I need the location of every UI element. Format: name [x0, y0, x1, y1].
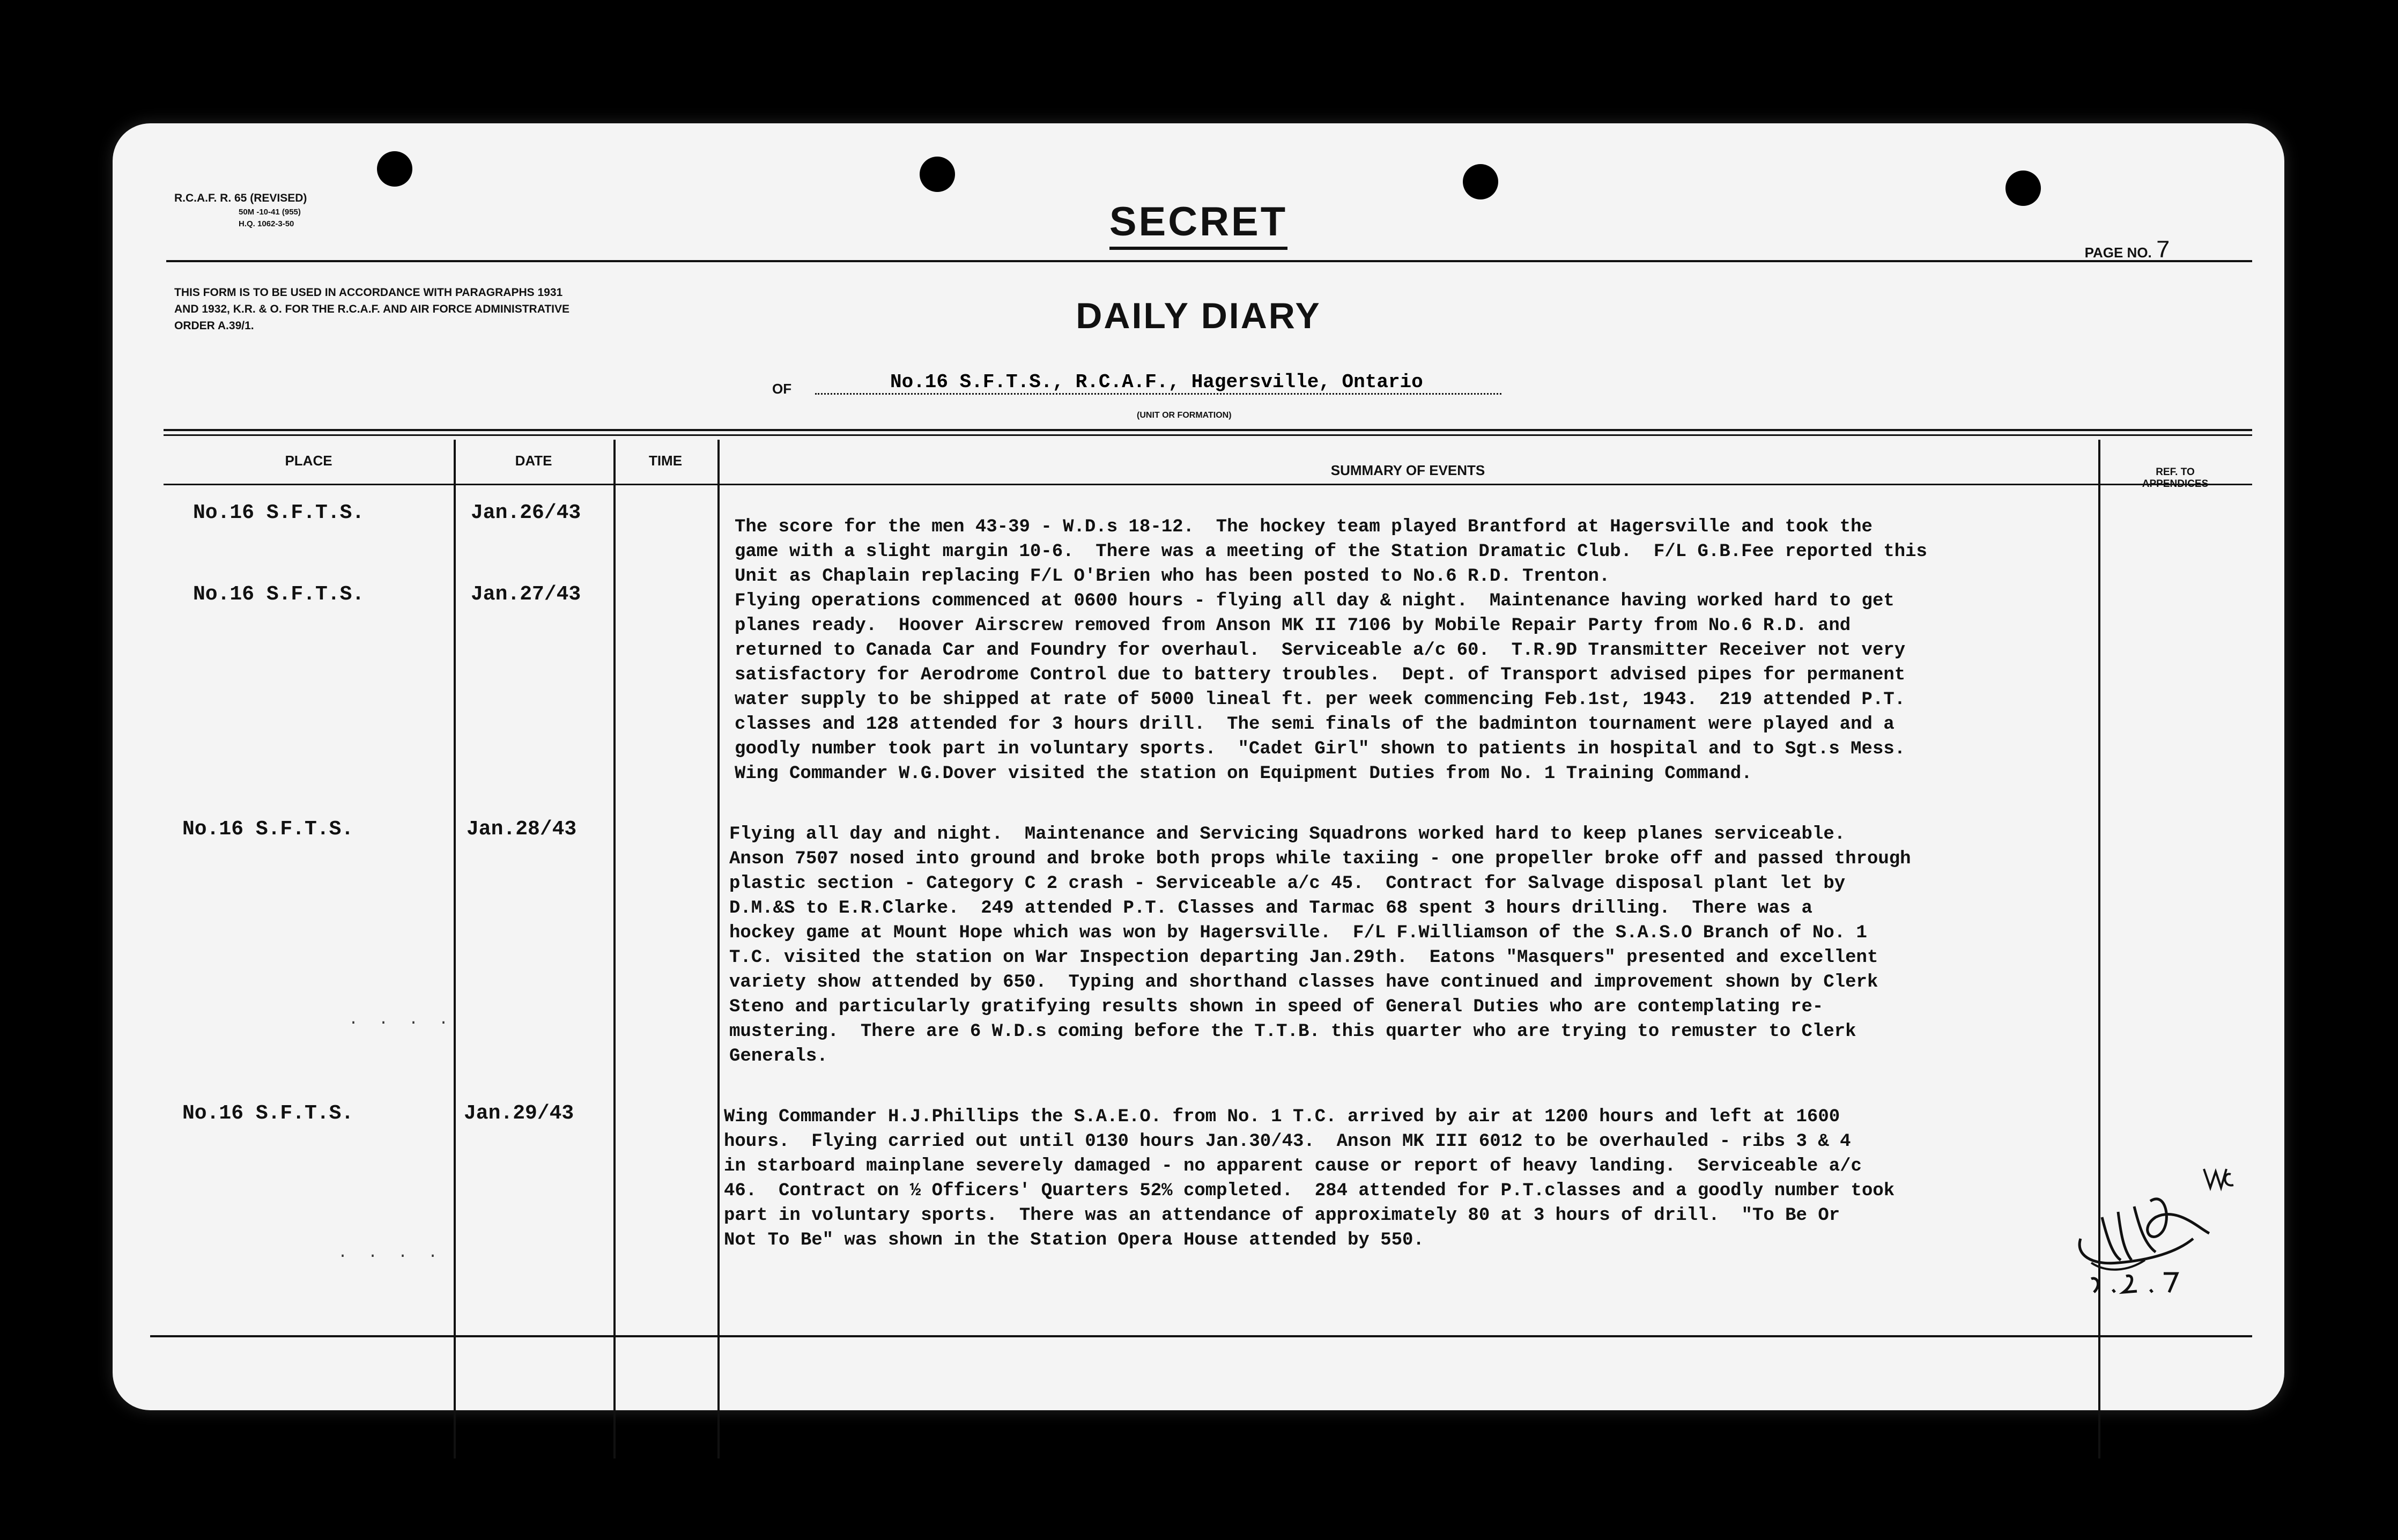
page-number-value: 7	[2156, 241, 2231, 262]
column-header-time: TIME	[648, 453, 683, 469]
entry-date: Jan.29/43	[464, 1102, 574, 1125]
entry-date: Jan.27/43	[471, 583, 581, 606]
form-hq-code: H.Q. 1062-3-50	[239, 219, 294, 228]
column-header-summary: SUMMARY OF EVENTS	[1330, 462, 1485, 478]
unit-caption: (UNIT OR FORMATION)	[1137, 411, 1232, 420]
form-instructions: THIS FORM IS TO BE USED IN ACCORDANCE WITH PARAGRAPHS 1931 AND 1932, K.R. & O. FOR THE R.C.A.F. AND AIR FORCE ADMINISTRATIVE ORDER A.39/1.	[174, 286, 569, 332]
page-number-field	[2084, 237, 2231, 265]
entry-summary: Flying operations commenced at 0600 hours - flying all day & night. Maintenance having worked hard to get planes ready. Hoover Airscrew removed from Anson MK II 7106 by Mobile Repair Party from No.6 R.D. and returned to Canada Car and Foundry for overhaul. Serviceable a/c 60. T.R.9D Transmitter Receiver not very satisfactory for Aerodrome Control due to battery troubles. Dept. of Transport advised pipes for permanent water supply to be shipped at rate of 5000 lineal ft. per week commencing Feb.1st, 1943. 219 attended P.T. classes and 128 attended for 3 hours drill. The semi finals of the badminton tournament were played and a goodly number took part in voluntary sports. "Cadet Girl" shown to patients in hospital and to Sgt.s Mess. Wing Commander W.G.Dover visited the station on Equipment Duties from No. 1 Training Command.	[735, 591, 1906, 784]
form-number: R.C.A.F. R. 65 (REVISED)	[174, 192, 307, 204]
of-label: OF	[772, 381, 792, 397]
handwritten-signature	[2070, 1158, 2241, 1303]
column-divider	[2098, 440, 2100, 1458]
table-bottom-rule	[150, 1335, 2252, 1337]
page-title: DAILY DIARY	[1076, 295, 1321, 336]
entry-summary: The score for the men 43-39 - W.D.s 18-12. The hockey team played Brantford at Hagersville and took the game with a slight margin 10-6. There was a meeting of the Station Dramatic Club. F/L G.B.Fee reported this Unit as Chaplain replacing F/L O'Brien who has been posted to No.6 R.D. Trenton.	[735, 517, 1927, 587]
page-number-label: PAGE NO.	[2084, 245, 2152, 261]
leader-dots: . . . .	[338, 1244, 443, 1262]
column-divider	[454, 440, 456, 1458]
diary-form-card	[113, 123, 2284, 1410]
column-divider	[613, 440, 616, 1458]
classification-heading: SECRET	[113, 198, 2284, 245]
column-divider	[717, 440, 720, 1458]
punch-hole	[377, 151, 412, 187]
unit-value: No.16 S.F.T.S., R.C.A.F., Hagersville, Ontario	[815, 371, 1501, 395]
entry-place: No.16 S.F.T.S.	[193, 583, 365, 606]
entry-place: No.16 S.F.T.S.	[193, 501, 365, 524]
punch-hole	[1463, 164, 1498, 199]
entry-place: No.16 S.F.T.S.	[182, 1102, 354, 1125]
entry-date: Jan.28/43	[467, 818, 577, 841]
table-top-rule	[164, 429, 2252, 431]
entry-date: Jan.26/43	[471, 501, 581, 524]
table-top-rule-inner	[164, 434, 2252, 436]
column-header-place: PLACE	[285, 453, 332, 469]
table-header-rule	[164, 484, 2252, 485]
entry-summary: Wing Commander H.J.Phillips the S.A.E.O. from No. 1 T.C. arrived by air at 1200 hours and left at 1600 hours. Flying carried out until 0130 hours Jan.30/43. Anson MK III 6012 to be overhauled - ribs 3 & 4 in starboard mainplane severely damaged - no apparent cause or report of heavy landing. Serviceable a/c 46. Contract on ½ Officers' Quarters 52% completed. 284 attended for P.T.classes and a goodly number took part in voluntary sports. There was an attendance of approximately 80 at 3 hours of drill. "To Be Or Not To Be" was shown in the Station Opera House attended by 550.	[724, 1107, 1895, 1250]
punch-hole	[920, 157, 955, 192]
entry-summary: Flying all day and night. Maintenance and Servicing Squadrons worked hard to keep planes serviceable. Anson 7507 nosed into ground and broke both props while taxiing - one propeller broke off and passed through plastic section - Category C 2 crash - Serviceable a/c 45. Contract for Salvage disposal plant let by D.M.&S to E.R.Clarke. 249 attended P.T. Classes and Tarmac 68 spent 3 hours drilling. There was a hockey game at Mount Hope which was won by Hagersville. F/L F.Williamson of the S.A.S.O Branch of No. 1 T.C. visited the station on War Inspection departing Jan.29th. Eatons "Masquers" presented and excellent variety show attended by 650. Typing and shorthand classes have continued and improvement shown by Clerk Steno and particularly gratifying results shown in speed of General Duties who are contemplating re- mustering. There are 6 W.D.s coming before the T.T.B. this quarter who are trying to remuster to Clerk Generals.	[729, 824, 1911, 1067]
entry-place: No.16 S.F.T.S.	[182, 818, 354, 841]
column-header-ref: REF. TO APPENDICES	[2142, 467, 2209, 490]
leader-dots: . . . .	[349, 1011, 454, 1029]
column-header-date: DATE	[515, 453, 552, 469]
form-print-code: 50M -10-41 (955)	[239, 208, 301, 217]
header-rule	[166, 260, 2252, 262]
